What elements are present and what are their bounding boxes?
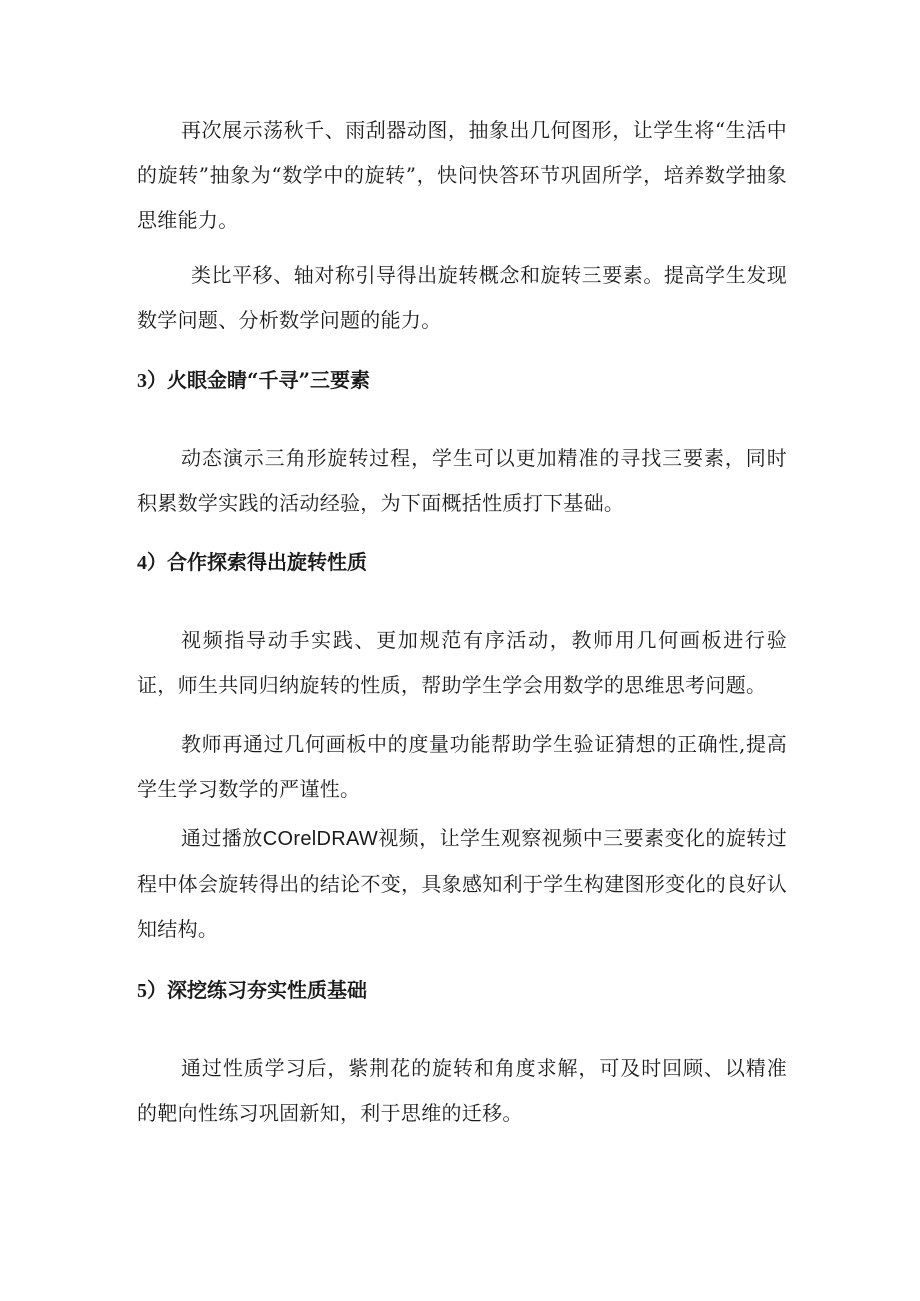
section-title: 深挖练习夯实性质基础 — [167, 978, 367, 1002]
section-number: 3） — [137, 370, 167, 392]
text-segment: 视频，让学生观察视频中三要素变化的旋转过程中体会旋转得出的结论不变，具象感知利于学生构建图形变化的良好认知结构。 — [137, 826, 788, 941]
section-title: 火眼金睛“千寻”三要素 — [167, 368, 371, 392]
paragraph-abstraction: 再次展示荡秋千、雨刮器动图，抽象出几何图形，让学生将“生活中的旋转”抽象为“数学中的旋转”，快问快答环节巩固所学，培养数学抽象思维能力。 — [137, 118, 787, 232]
section-heading-5 — [137, 968, 787, 1014]
section-number: 4） — [137, 552, 167, 574]
section-heading-4 — [137, 540, 787, 586]
software-name: COrelDRAW — [262, 828, 379, 850]
paragraph-triangle-demo: 动态演示三角形旋转过程，学生可以更加精准的寻找三要素，同时积累数学实践的活动经验，为下面概括性质打下基础。 — [137, 446, 787, 515]
paragraph-video-practice: 视频指导动手实践、更加规范有序活动，教师用几何画板进行验证，师生共同归纳旋转的性质，帮助学生学会用数学的思维思考问题。 — [137, 628, 787, 697]
paragraph-bauhinia-practice: 通过性质学习后，紫荆花的旋转和角度求解，可及时回顾、以精准的靶向性练习巩固新知，利于思维的迁移。 — [137, 1056, 787, 1125]
section-title: 合作探索得出旋转性质 — [167, 550, 367, 574]
section-heading-3 — [137, 358, 787, 404]
section-number: 5） — [137, 980, 167, 1002]
paragraph-coreldraw-video — [137, 816, 787, 952]
paragraph-rotation-concept: 类比平移、轴对称引导得出旋转概念和旋转三要素。提高学生发现数学问题、分析数学问题的能力。 — [137, 263, 787, 332]
paragraph-measurement: 教师再通过几何画板中的度量功能帮助学生验证猜想的正确性,提高学生学习数学的严谨性。 — [137, 732, 787, 801]
text-segment: 通过播放 — [181, 826, 263, 850]
